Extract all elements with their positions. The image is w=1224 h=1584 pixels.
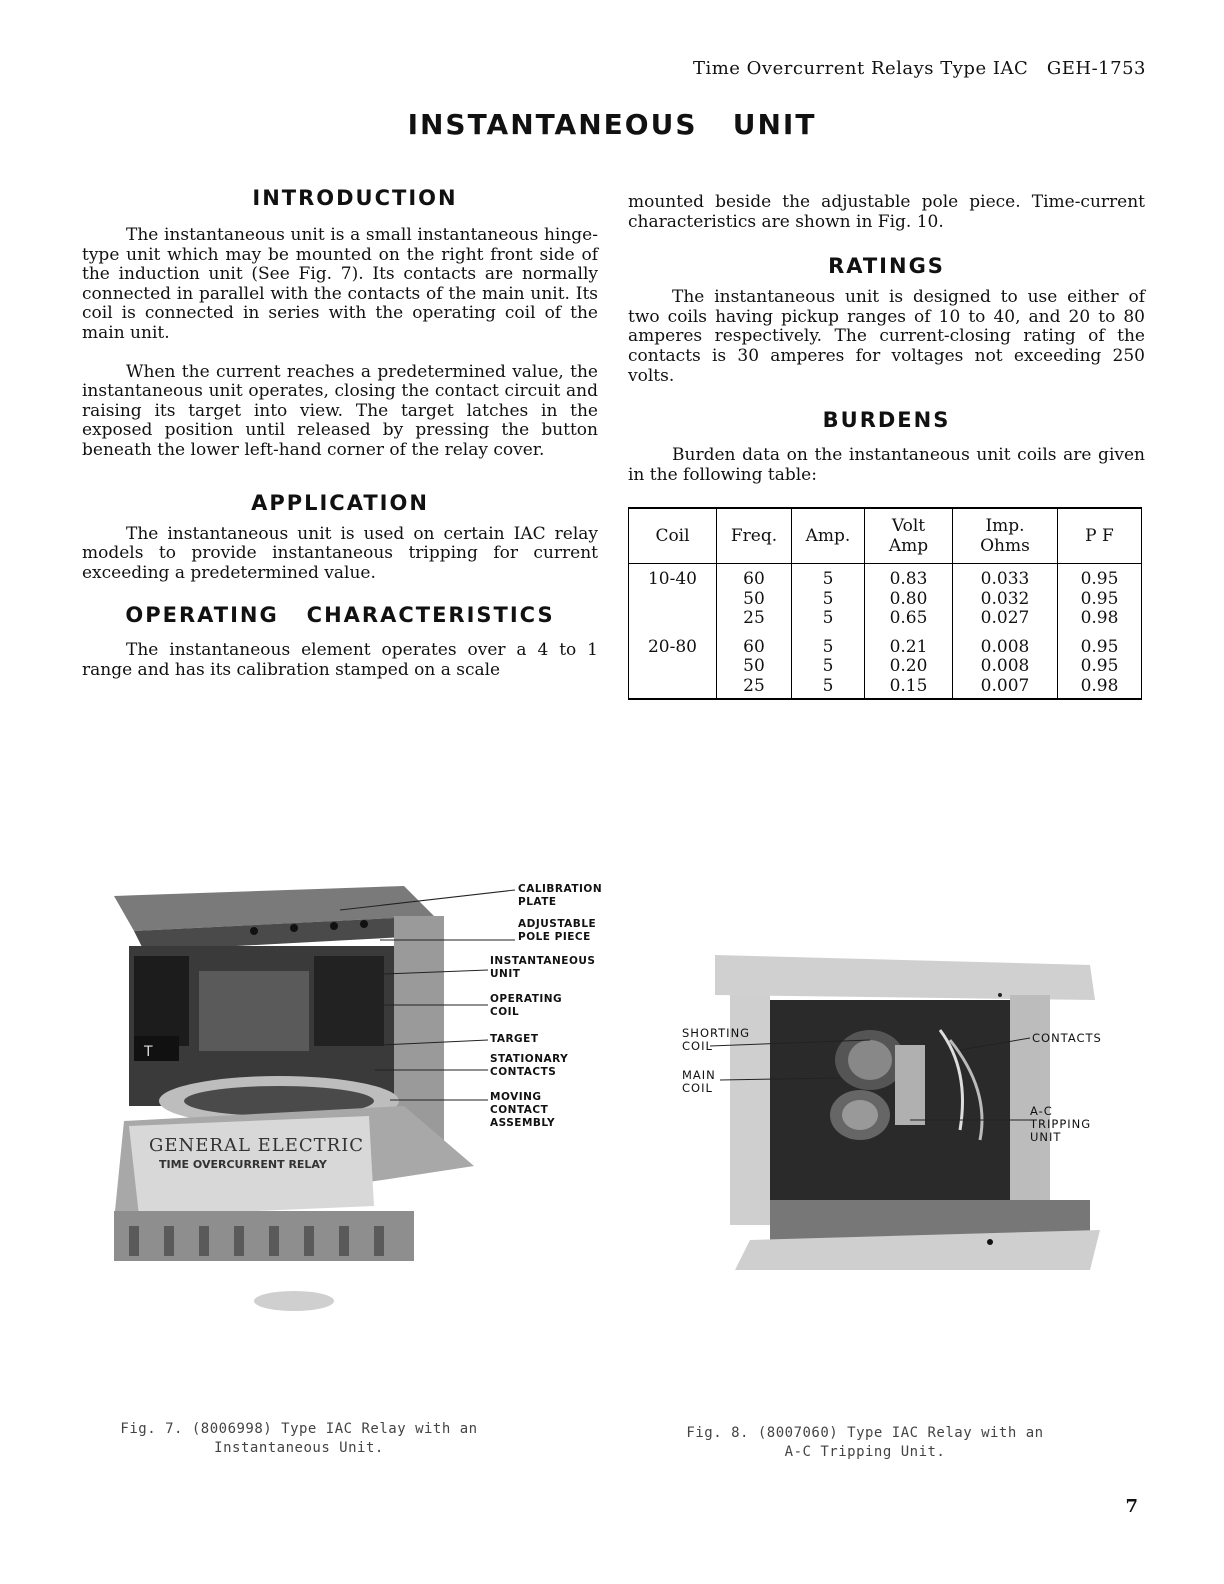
- cell-coil: 10-40: [629, 564, 717, 630]
- svg-text:T: T: [144, 1044, 153, 1060]
- ratings-paragraph: The instantaneous unit is designed to use either of two coils having pickup ranges of 10 to 40, and 20 to 80 amperes respectively. The current-closing rating of the contacts is 30 amperes for voltages not exceeding 250 volts.: [628, 287, 1145, 386]
- introduction-heading: INTRODUCTION: [252, 186, 458, 210]
- table-row: [629, 630, 1142, 700]
- cell-coil: 20-80: [629, 630, 717, 700]
- application-paragraph: The instantaneous unit is used on certain IAC relay models to provide instantaneous tripping for current exceeding a predetermined value.: [82, 523, 598, 583]
- cell-pf: 0.95 0.95 0.98: [1058, 564, 1142, 630]
- fig7-label-calibration-plate: CALIBRATION PLATE: [518, 883, 603, 908]
- page-title: INSTANTANEOUS UNIT: [407, 108, 817, 141]
- fig8-label-ac-tripping-unit: A-C TRIPPING UNIT: [1030, 1104, 1092, 1144]
- table-row: [629, 564, 1142, 630]
- fig7-nameplate-line: TIME OVERCURRENT RELAY: [159, 1158, 327, 1171]
- introduction-paragraph-1: The instantaneous unit is a small instantaneous hinge-type unit which may be mounted on the right front side of the induction unit (See Fig. 7). Its contacts are normally connected in parallel with the contacts of the main unit. Its coil is connected in series with the operating coil of the main unit.: [82, 225, 598, 343]
- burdens-heading: BURDENS: [822, 408, 951, 433]
- fig8-leader-lines: [700, 1020, 1040, 1150]
- fig8-caption: Fig. 8. (8007060) Type IAC Relay with an A-C Tripping Unit.: [686, 1425, 1044, 1460]
- fig7-caption: Fig. 7. (8006998) Type IAC Relay with an Instantaneous Unit.: [120, 1421, 478, 1456]
- running-header: Time Overcurrent Relays Type IAC GEH-1753: [692, 58, 1146, 79]
- application-heading: APPLICATION: [251, 490, 429, 515]
- cell-imp-ohms: 0.033 0.032 0.027: [953, 564, 1058, 630]
- cell-amp: 5 5 5: [792, 630, 865, 700]
- fig8-label-shorting-coil: SHORTING COIL: [682, 1026, 751, 1053]
- cell-volt-amp: 0.83 0.80 0.65: [865, 564, 953, 630]
- cell-pf: 0.95 0.95 0.98: [1058, 630, 1142, 700]
- col-header-freq: Freq.: [717, 508, 792, 564]
- cell-freq: 60 50 25: [717, 630, 792, 700]
- left-column: [82, 186, 598, 681]
- right-column: [628, 193, 1145, 485]
- col-header-coil: Coil: [629, 508, 717, 564]
- fig8-label-contacts: CONTACTS: [1032, 1031, 1102, 1045]
- page-number: 7: [1125, 1496, 1138, 1517]
- operating-paragraph: The instantaneous element operates over a 4 to 1 range and has its calibration stamped on a scale: [82, 640, 598, 680]
- table-header-row: [629, 508, 1142, 564]
- col-header-volt-amp: Volt Amp: [865, 508, 953, 564]
- fig7-label-adjustable-pole-piece: ADJUSTABLE POLE PIECE: [518, 918, 597, 943]
- fig8-label-main-coil: MAIN COIL: [682, 1068, 716, 1095]
- fig7-label-stationary-contacts: STATIONARY CONTACTS: [490, 1053, 569, 1078]
- fig7-label-moving-contact-assembly: MOVING CONTACT ASSEMBLY: [490, 1091, 556, 1129]
- fig7-label-instantaneous-unit: INSTANTANEOUS UNIT: [490, 955, 596, 980]
- operating-characteristics-heading: OPERATING CHARACTERISTICS: [125, 603, 555, 628]
- col-header-imp-ohms: Imp. Ohms: [953, 508, 1058, 564]
- continuation-paragraph: mounted beside the adjustable pole piece. Time-current characteristics are shown in Fig. 10.: [628, 192, 1145, 232]
- col-header-amp: Amp.: [792, 508, 865, 564]
- fig7-label-target: TARGET: [490, 1033, 539, 1045]
- burden-table: [628, 507, 1142, 700]
- fig7-nameplate-brand: GENERAL ELECTRIC: [149, 1135, 365, 1156]
- introduction-paragraph-2: When the current reaches a predetermined value, the instantaneous unit operates, closing the contact circuit and raising its target into view. The target latches in the exposed position until released by pressing the button beneath the lower left-hand corner of the relay cover.: [82, 361, 598, 460]
- ratings-heading: RATINGS: [828, 254, 945, 279]
- cell-imp-ohms: 0.008 0.008 0.007: [953, 630, 1058, 700]
- fig7-label-operating-coil: OPERATING COIL: [490, 993, 563, 1018]
- fig7-leader-lines: [300, 880, 520, 1130]
- cell-amp: 5 5 5: [792, 564, 865, 630]
- cell-volt-amp: 0.21 0.20 0.15: [865, 630, 953, 700]
- col-header-pf: P F: [1058, 508, 1142, 564]
- cell-freq: 60 50 25: [717, 564, 792, 630]
- burdens-paragraph: Burden data on the instantaneous unit coils are given in the following table:: [628, 445, 1145, 485]
